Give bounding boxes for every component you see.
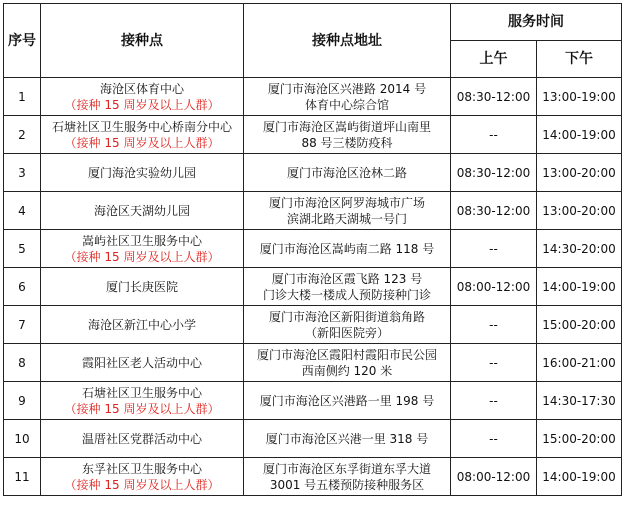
address-line-1: 厦门市海沧区霞飞路 123 号 — [271, 271, 423, 286]
row-pm: 14:30-20:00 — [537, 230, 622, 268]
row-pm: 13:00-19:00 — [537, 78, 622, 116]
row-am: 08:30-12:00 — [451, 78, 537, 116]
address-line-2: 3001 号五楼预防接种服务区 — [269, 477, 425, 492]
table-row — [4, 458, 622, 496]
row-pm: 15:00-20:00 — [537, 420, 622, 458]
vaccination-sites-table — [3, 3, 622, 496]
row-site — [41, 344, 244, 382]
site-note: （接种 15 周岁及以上人群） — [64, 477, 220, 492]
header-site: 接种点 — [41, 4, 244, 78]
site-name: 嵩屿社区卫生服务中心 — [81, 233, 202, 248]
row-address — [244, 306, 451, 344]
row-pm: 14:00-19:00 — [537, 268, 622, 306]
row-no: 10 — [4, 420, 41, 458]
address-line-1: 厦门市海沧区沧林二路 — [286, 165, 407, 180]
row-no: 8 — [4, 344, 41, 382]
row-site — [41, 306, 244, 344]
row-address — [244, 192, 451, 230]
row-address — [244, 458, 451, 496]
site-name: 海沧区新江中心小学 — [87, 317, 196, 332]
row-address — [244, 420, 451, 458]
table-row — [4, 154, 622, 192]
row-address — [244, 344, 451, 382]
address-line-2: 体育中心综合馆 — [304, 97, 389, 112]
site-name: 厦门海沧实验幼儿园 — [87, 165, 196, 180]
header-no: 序号 — [4, 4, 41, 78]
site-name: 厦门长庚医院 — [105, 279, 178, 294]
row-site — [41, 154, 244, 192]
row-am: 08:30-12:00 — [451, 192, 537, 230]
row-no: 7 — [4, 306, 41, 344]
row-no: 3 — [4, 154, 41, 192]
row-no: 1 — [4, 78, 41, 116]
row-address — [244, 382, 451, 420]
row-am: -- — [451, 230, 537, 268]
table-row — [4, 268, 622, 306]
row-no: 5 — [4, 230, 41, 268]
row-site — [41, 230, 244, 268]
row-pm: 14:30-17:30 — [537, 382, 622, 420]
address-line-1: 厦门市海沧区兴港路 2014 号 — [267, 81, 427, 96]
address-line-1: 厦门市海沧区嵩屿南二路 118 号 — [259, 241, 435, 256]
row-site — [41, 382, 244, 420]
row-no: 2 — [4, 116, 41, 154]
site-note: （接种 15 周岁及以上人群） — [64, 97, 220, 112]
row-am: -- — [451, 306, 537, 344]
row-am: 08:00-12:00 — [451, 268, 537, 306]
address-line-1: 厦门市海沧区兴港一里 318 号 — [265, 431, 429, 446]
table-row — [4, 116, 622, 154]
row-no: 11 — [4, 458, 41, 496]
site-note: （接种 15 周岁及以上人群） — [64, 249, 220, 264]
table-row — [4, 382, 622, 420]
row-no: 6 — [4, 268, 41, 306]
row-pm: 13:00-20:00 — [537, 192, 622, 230]
row-pm: 14:00-19:00 — [537, 116, 622, 154]
site-note: （接种 15 周岁及以上人群） — [64, 135, 220, 150]
address-line-1: 厦门市海沧区兴港路一里 198 号 — [259, 393, 435, 408]
site-name: 石塘社区卫生服务中心桥南分中心 — [51, 119, 232, 134]
site-name: 东孚社区卫生服务中心 — [81, 461, 202, 476]
row-site — [41, 192, 244, 230]
site-name: 石塘社区卫生服务中心 — [81, 385, 202, 400]
site-name: 温厝社区党群活动中心 — [81, 431, 202, 446]
address-line-1: 厦门市海沧区新阳街道翁角路 — [268, 309, 425, 324]
row-site — [41, 268, 244, 306]
row-address — [244, 116, 451, 154]
row-site — [41, 116, 244, 154]
table-row — [4, 420, 622, 458]
site-note: （接种 15 周岁及以上人群） — [64, 401, 220, 416]
site-name: 霞阳社区老人活动中心 — [81, 355, 202, 370]
table-row — [4, 344, 622, 382]
row-address — [244, 78, 451, 116]
address-line-2: （新阳医院旁） — [304, 325, 389, 340]
row-no: 4 — [4, 192, 41, 230]
row-site — [41, 458, 244, 496]
header-address: 接种点地址 — [244, 4, 451, 78]
table-row — [4, 230, 622, 268]
row-address — [244, 268, 451, 306]
address-line-1: 厦门市海沧区嵩屿街道坪山南里 — [262, 119, 431, 134]
row-am: -- — [451, 344, 537, 382]
header-service-time: 服务时间 — [451, 4, 622, 41]
row-am: -- — [451, 116, 537, 154]
address-line-1: 厦门市海沧区阿罗海城市广场 — [268, 195, 425, 210]
row-site — [41, 420, 244, 458]
address-line-2: 滨湖北路天湖城一号门 — [286, 211, 407, 226]
address-line-1: 厦门市海沧区霞阳村霞阳市民公园 — [256, 347, 437, 362]
row-site — [41, 78, 244, 116]
table-row — [4, 192, 622, 230]
header-am: 上午 — [451, 41, 537, 78]
site-name: 海沧区体育中心 — [99, 81, 184, 96]
row-pm: 16:00-21:00 — [537, 344, 622, 382]
site-name: 海沧区天湖幼儿园 — [93, 203, 190, 218]
row-pm: 13:00-20:00 — [537, 154, 622, 192]
row-am: 08:00-12:00 — [451, 458, 537, 496]
address-line-1: 厦门市海沧区东孚街道东孚大道 — [262, 461, 431, 476]
table-body — [4, 78, 622, 496]
table-row — [4, 78, 622, 116]
address-line-2: 门诊大楼一楼成人预防接种门诊 — [262, 287, 431, 302]
address-line-2: 西南侧约 120 米 — [301, 363, 393, 378]
row-address — [244, 230, 451, 268]
row-pm: 14:00-19:00 — [537, 458, 622, 496]
table-row — [4, 306, 622, 344]
row-am: -- — [451, 382, 537, 420]
row-address — [244, 154, 451, 192]
row-no: 9 — [4, 382, 41, 420]
header-pm: 下午 — [537, 41, 622, 78]
address-line-2: 88 号三楼防疫科 — [301, 135, 393, 150]
row-am: 08:30-12:00 — [451, 154, 537, 192]
row-am: -- — [451, 420, 537, 458]
row-pm: 15:00-20:00 — [537, 306, 622, 344]
